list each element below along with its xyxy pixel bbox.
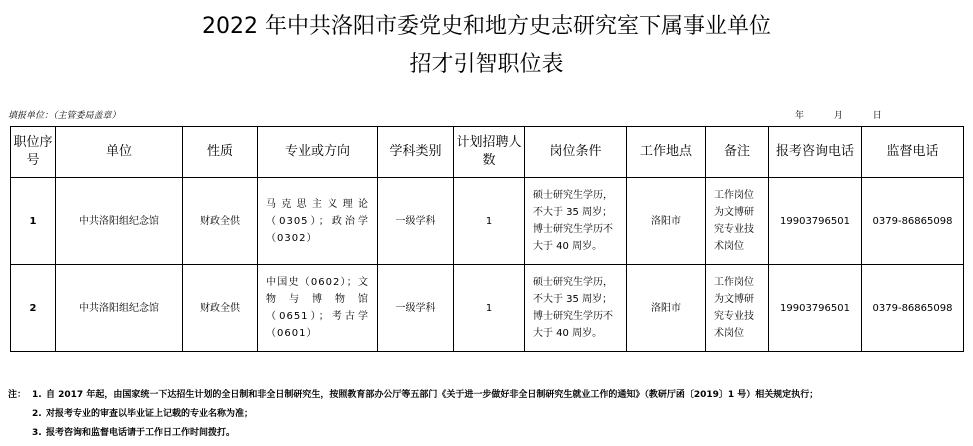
page-title: 2022 年中共洛阳市委党史和地方史志研究室下属事业单位 (202, 14, 771, 39)
cell-inquiry-phone: 19903796501 (769, 265, 862, 352)
cell-remarks: 工作岗位为文博研究专业技术岗位 (706, 265, 769, 352)
day-label: 日 (872, 111, 882, 121)
header-category: 学科类别 (378, 127, 454, 178)
header-remarks: 备注 (706, 127, 769, 178)
cell-conditions: 硕士研究生学历，不大于 35 周岁；博士研究生学历不大于 40 周岁。 (525, 178, 627, 265)
table-header-row (11, 127, 964, 178)
date-fields (795, 110, 882, 122)
cell-unit: 中共洛阳组纪念馆 (56, 265, 183, 352)
cell-quota: 1 (454, 265, 525, 352)
page-subtitle: 招才引智职位表 (409, 52, 564, 77)
cell-unit: 中共洛阳组纪念馆 (56, 178, 183, 265)
header-quota: 计划招聘人数 (454, 127, 525, 178)
notes-label: 注： (8, 390, 27, 400)
header-inquiry-phone: 报考咨询电话 (769, 127, 862, 178)
note-item (8, 405, 818, 424)
cell-category: 一级学科 (378, 178, 454, 265)
header-supervision-phone: 监督电话 (862, 127, 964, 178)
reporting-unit-label: 填报单位：（主管委局盖章） (8, 111, 121, 121)
header-nature: 性质 (183, 127, 258, 178)
header-location: 工作地点 (627, 127, 706, 178)
cell-nature: 财政全供 (183, 178, 258, 265)
cell-inquiry-phone: 19903796501 (769, 178, 862, 265)
header-major: 专业或方向 (258, 127, 378, 178)
cell-quota: 1 (454, 178, 525, 265)
cell-location: 洛阳市 (627, 178, 706, 265)
cell-supervision-phone: 0379-86865098 (862, 265, 964, 352)
note-item (8, 386, 818, 405)
note-text: 报考咨询和监督电话请于工作日工作时间拨打。 (46, 428, 236, 438)
positions-table (10, 126, 964, 352)
year-label: 年 (795, 111, 805, 121)
cell-category: 一级学科 (378, 265, 454, 352)
month-label: 月 (833, 111, 843, 121)
header-seq: 职位序号 (11, 127, 56, 178)
note-number: 1. (32, 390, 42, 400)
cell-location: 洛阳市 (627, 265, 706, 352)
note-text: 自 2017 年起，由国家统一下达招生计划的全日制和非全日制研究生，按照教育部办公厅等五部门《关于进一步做好非全日制研究生就业工作的通知》（教研厅函〔2019〕1 号）相关规定执行； (46, 390, 819, 400)
header-unit: 单位 (56, 127, 183, 178)
note-number: 2. (32, 409, 42, 419)
header-conditions: 岗位条件 (525, 127, 627, 178)
note-number: 3. (32, 428, 42, 438)
cell-nature: 财政全供 (183, 265, 258, 352)
note-item (8, 424, 818, 443)
cell-seq: 1 (11, 178, 56, 265)
table-row (11, 178, 964, 265)
cell-major: 马克思主义理论（0305）；政治学（0302） (258, 178, 378, 265)
cell-remarks: 工作岗位为文博研究专业技术岗位 (706, 178, 769, 265)
cell-supervision-phone: 0379-86865098 (862, 178, 964, 265)
table-row (11, 265, 964, 352)
note-text: 对报考专业的审查以毕业证上记载的专业名称为准； (46, 409, 254, 419)
cell-major: 中国史（0602）；文物与博物馆（0651）；考古学（0601） (258, 265, 378, 352)
notes-section (8, 386, 818, 443)
cell-conditions: 硕士研究生学历，不大于 35 周岁；博士研究生学历不大于 40 周岁。 (525, 265, 627, 352)
cell-seq: 2 (11, 265, 56, 352)
